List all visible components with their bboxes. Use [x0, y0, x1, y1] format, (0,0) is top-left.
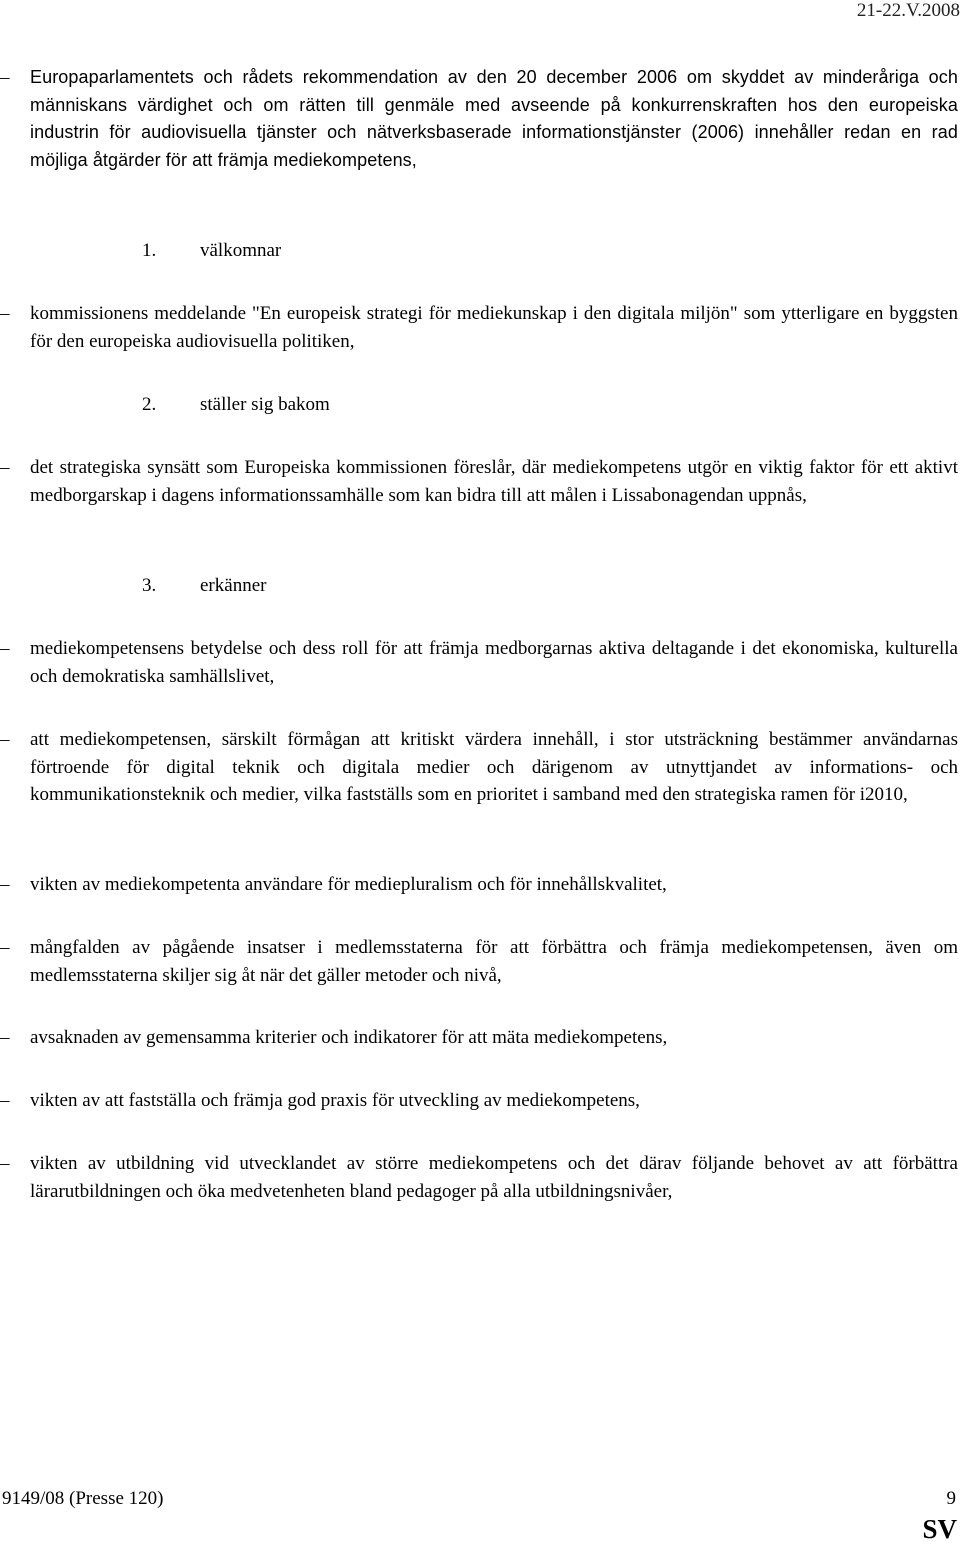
section-1-verb: välkomnar	[200, 240, 282, 261]
footer-page-number: 9	[946, 1488, 956, 1509]
list-item-text: avsaknaden av gemensamma kriterier och indikatorer för att mäta mediekompetens,	[30, 1027, 668, 1048]
section-1-number: 1.	[142, 240, 157, 261]
section-3-verb: erkänner	[200, 575, 267, 596]
dash-marker: –	[0, 1153, 10, 1174]
dash-marker: –	[0, 303, 10, 324]
list-item-text: mediekompetensens betydelse och dess roll för att främja medborgarnas aktiva deltagande i det ekonomiska, kulturella och demokratiska samhällslivet,	[30, 638, 958, 687]
section-3-number: 3.	[142, 575, 157, 596]
section-2-number: 2.	[142, 394, 157, 415]
section-2-verb: ställer sig bakom	[200, 394, 330, 415]
header-date: 21-22.V.2008	[856, 0, 960, 21]
dash-marker: –	[0, 638, 10, 659]
dash-marker: –	[0, 67, 10, 88]
dash-marker: –	[0, 874, 10, 895]
list-item-text: att mediekompetensen, särskilt förmågan att kritiskt värdera innehåll, i stor utsträckning bestämmer användarnas förtroende för digital teknik och digitala medier och därigenom av utnyttjandet av informations- och kommunikationsteknik och medier, vilka fastställs som en prioritet i samband med den strategiska ramen för i2010,	[30, 729, 958, 805]
footer-language-code: SV	[922, 1514, 957, 1544]
dash-marker: –	[0, 1090, 10, 1111]
dash-marker: –	[0, 937, 10, 958]
list-item-text: vikten av att fastställa och främja god praxis för utveckling av mediekompetens,	[30, 1090, 640, 1111]
list-item-text: vikten av utbildning vid utvecklandet av större mediekompetens och det därav följande behovet av att förbättra lärarutbildningen och öka medvetenheten bland pedagoger på alla utbildningsnivåer,	[30, 1153, 958, 1202]
list-item-text: kommissionens meddelande "En europeisk strategi för mediekunskap i den digitala miljön" som ytterligare en byggsten för den europeiska audiovisuella politiken,	[30, 303, 958, 352]
list-item-text: vikten av mediekompetenta användare för mediepluralism och för innehållskvalitet,	[30, 874, 667, 895]
dash-marker: –	[0, 1027, 10, 1048]
dash-marker: –	[0, 457, 10, 478]
list-item-text: mångfalden av pågående insatser i medlemsstaterna för att förbättra och främja mediekompetensen, även om medlemsstaterna skiljer sig åt när det gäller metoder och nivå,	[30, 937, 958, 986]
list-item-text: det strategiska synsätt som Europeiska kommissionen föreslår, där mediekompetens utgör en viktig faktor för ett aktivt medborgarskap i dagens informationssamhälle som kan bidra till att målen i Lissabonagendan uppnås,	[30, 457, 958, 506]
footer-doc-ref: 9149/08 (Presse 120)	[2, 1488, 164, 1509]
intro-paragraph: Europaparlamentets och rådets rekommendation av den 20 december 2006 om skyddet av minderåriga och människans värdighet och om rätten till genmäle med avseende på konkurrenskraften hos den europeiska industrin för audiovisuella tjänster och nätverksbaserade informationstjänster (2006) innehåller redan en rad möjliga åtgärder för att främja mediekompetens,	[30, 67, 958, 170]
dash-marker: –	[0, 729, 10, 750]
